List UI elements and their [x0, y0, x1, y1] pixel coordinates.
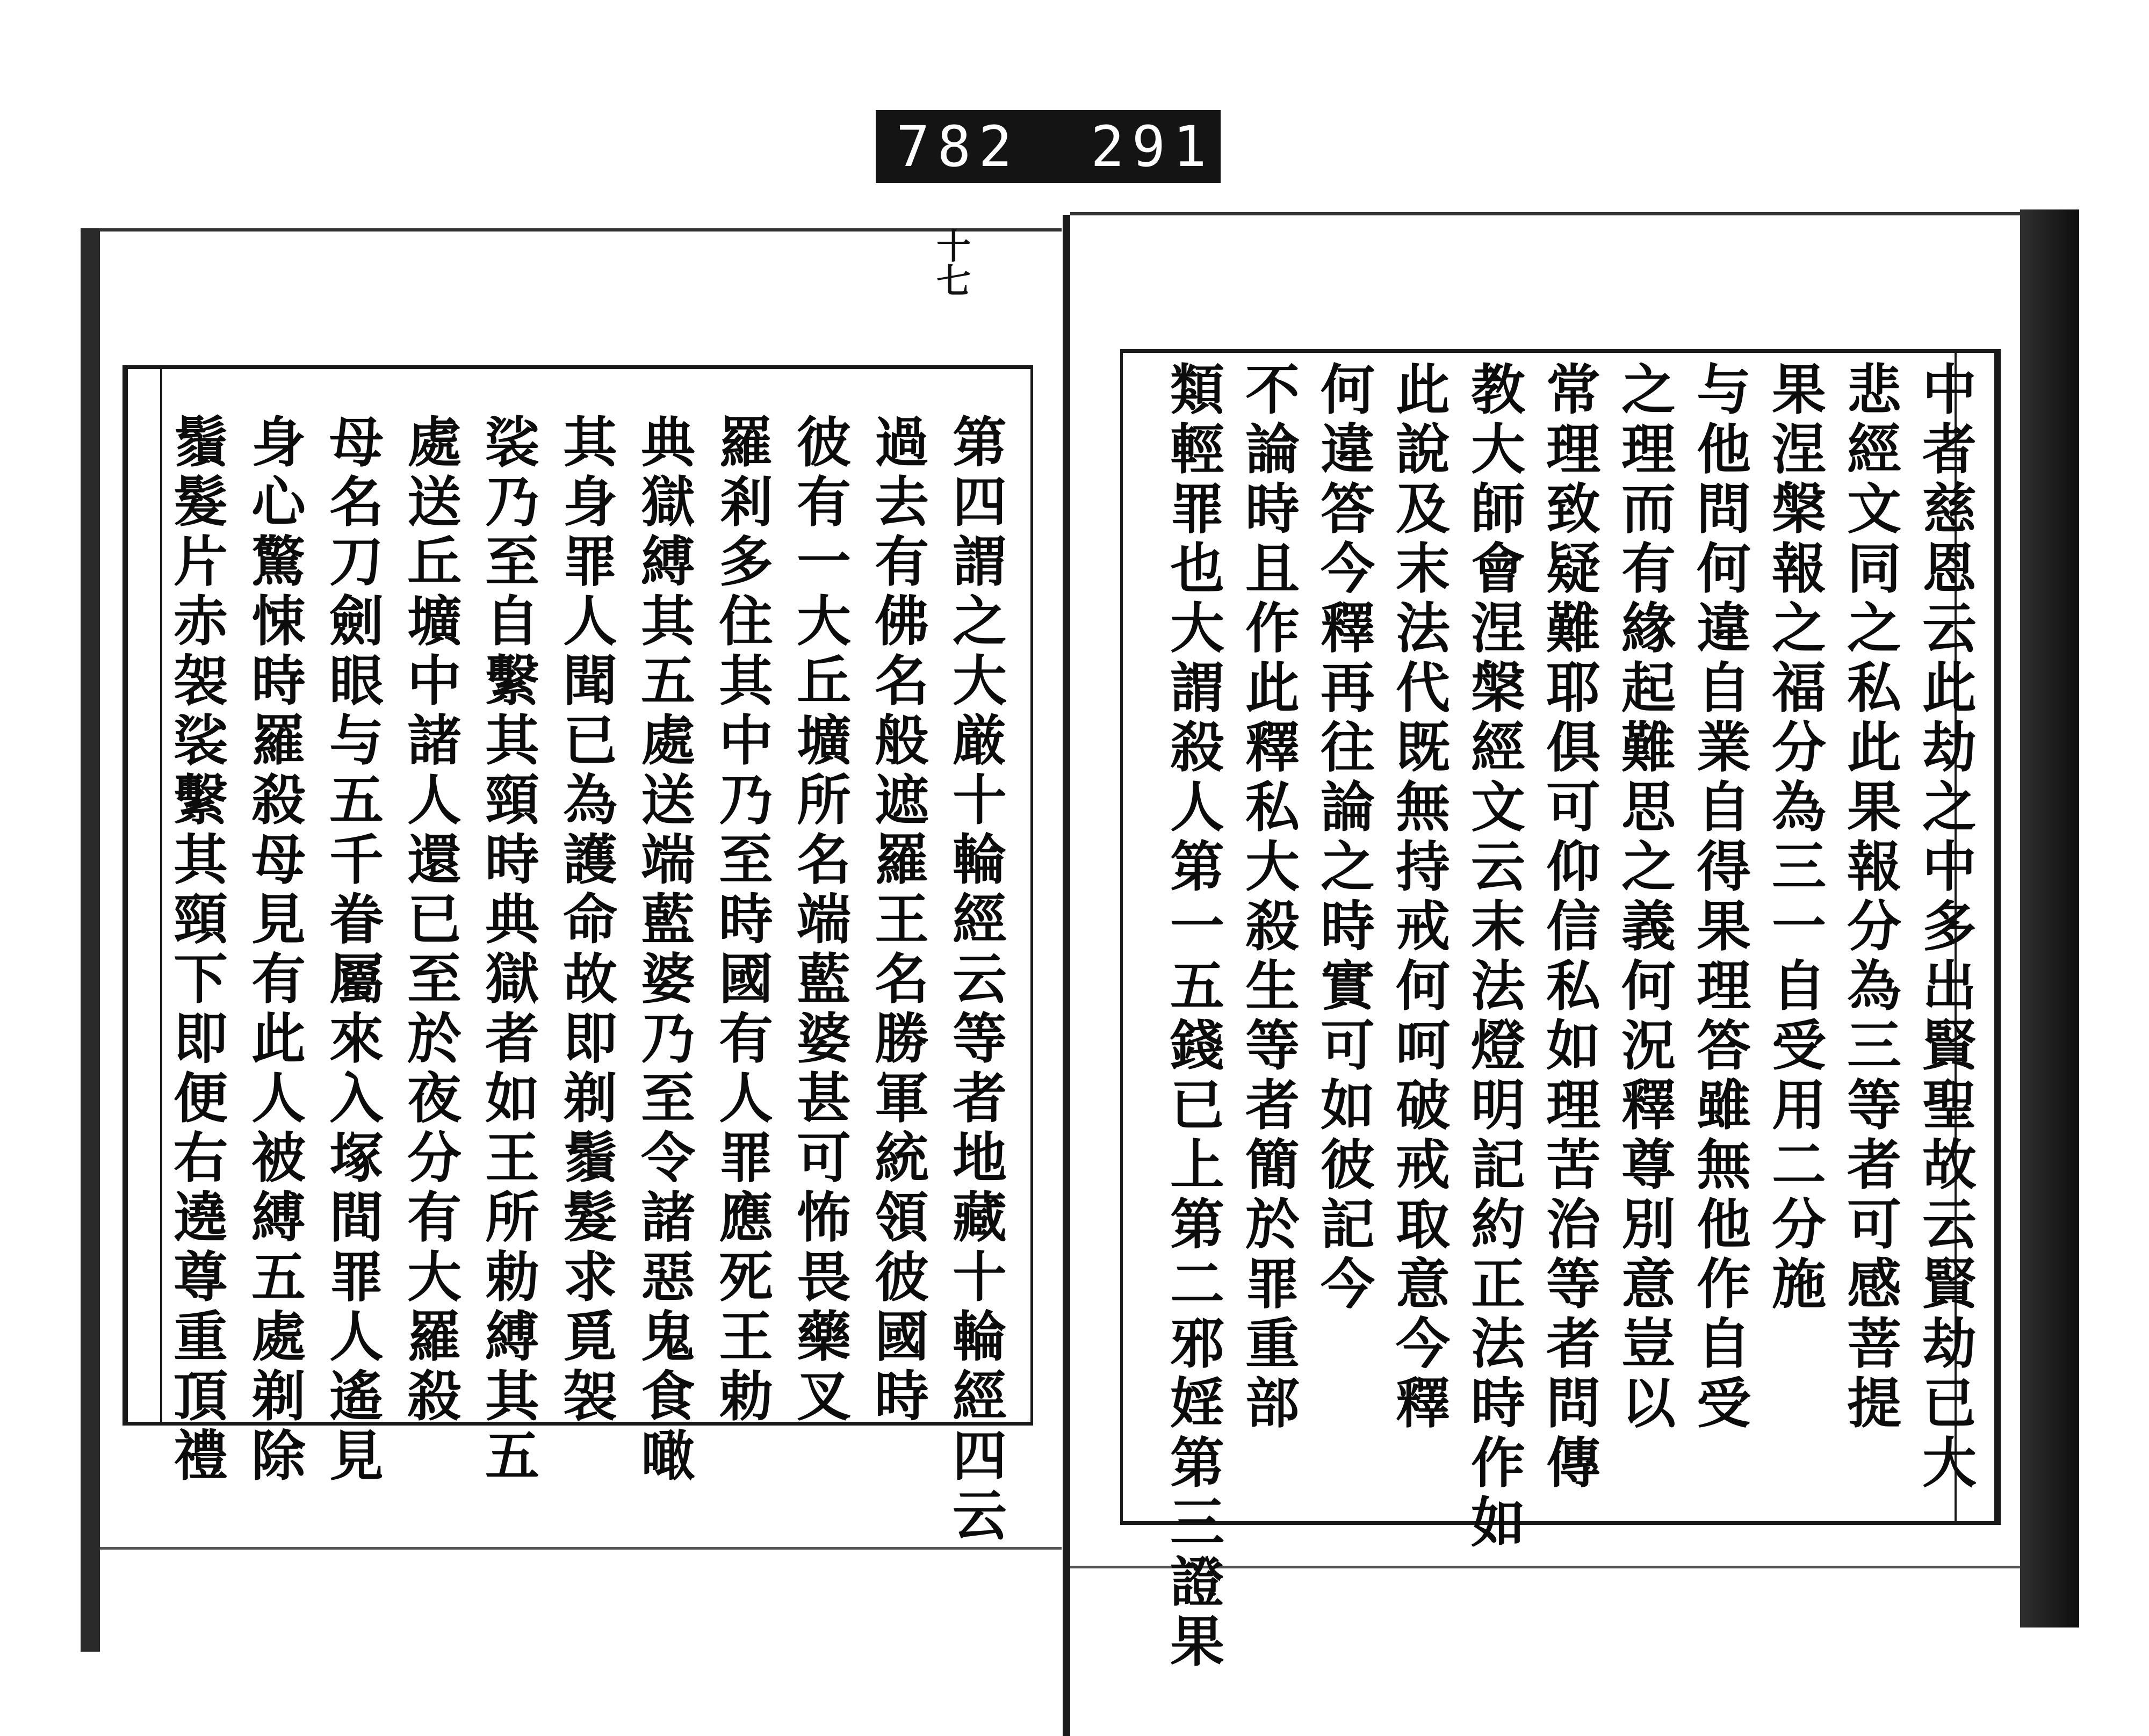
text-column: 教大師會涅槃經文云末法燈明記約正法時作如	[1462, 361, 1526, 1553]
left-page-edge	[81, 228, 100, 1652]
text-column: 何違答今釋再往論之時實可如彼記今	[1311, 361, 1375, 1315]
text-column: 悲經文同之私此果報分為三等者可感菩提	[1838, 361, 1902, 1434]
text-column: 之理而有緣起難思之義何況釋尊別意豈以	[1612, 361, 1676, 1434]
text-column: 裟乃至自繫其頸時典獄者如王所勅縛其五	[476, 414, 540, 1487]
text-column: 第四謂之大厳十輪經云等者地藏十輪經四云	[943, 414, 1007, 1546]
text-column: 典獄縛其五處送端藍婆乃至令諸惡鬼食噉	[632, 414, 696, 1487]
text-column: 類輕罪也大謂殺人第一五錢已上第二邪婬第三證果	[1161, 361, 1225, 1673]
folio-number: 十七	[931, 228, 971, 297]
book-spine	[1063, 215, 1070, 1736]
text-column: 鬚髮片赤袈裟繫其頸下即便右遶尊重頂禮	[164, 414, 228, 1487]
left-frame-rule	[160, 369, 162, 1422]
right-page-top-edge	[1070, 212, 2020, 215]
text-column: 羅剎多住其中乃至時國有人罪應死王勅	[710, 414, 774, 1427]
text-column: 處送丘壙中諸人還已至於夜分有大羅殺	[398, 414, 462, 1427]
text-column: 常理致疑難耶俱可仰信私如理苦治等者問傳	[1537, 361, 1601, 1494]
text-column: 身心驚悚時羅殺母見有此人被縛五處剃除	[242, 414, 306, 1487]
text-column: 過去有佛名般遮羅王名勝軍統領彼國時	[866, 414, 929, 1427]
text-column: 果涅槃報之福分為三一自受用二分施	[1763, 361, 1827, 1315]
archive-number-stamp	[876, 110, 1221, 183]
left-page-top-edge	[100, 228, 1062, 232]
text-column: 其身罪人聞已為護命故即剃鬚髮求覓袈	[554, 414, 618, 1427]
text-column: 彼有一大丘壙所名端藍婆甚可怖畏藥叉	[788, 414, 852, 1427]
right-page-edge	[2020, 209, 2079, 1628]
stamp-number-right: 291	[1091, 114, 1214, 179]
text-column: 不論時且作此釋私大殺生等者簡於罪重部	[1236, 361, 1300, 1434]
stamp-number-left: 782	[896, 114, 1020, 179]
left-page-bottom-edge	[100, 1547, 1062, 1550]
text-column: 母名刀劍眼与五千眷屬來入塚間罪人遙見	[320, 414, 384, 1487]
text-column: 此說及末法代既無持戒何呵破戒取意今釋	[1387, 361, 1451, 1434]
text-column: 中者慈恩云此劫之中多出賢聖故云賢劫已大	[1913, 361, 1977, 1494]
text-column: 与他問何違自業自得果理答雖無他作自受	[1688, 361, 1751, 1434]
